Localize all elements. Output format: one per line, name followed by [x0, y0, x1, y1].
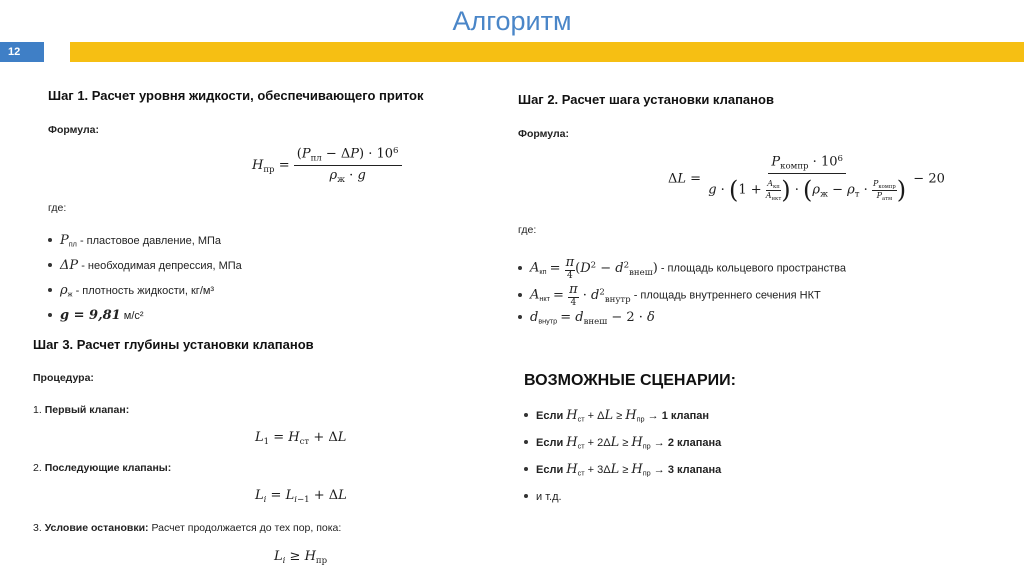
step3-procedure-label: Процедура: — [33, 372, 94, 384]
step2-formula-label: Формула: — [518, 128, 569, 140]
slide-number: 12 — [0, 42, 44, 62]
scenario-1: Если $H_{ст} + \Delta L \ge H_{пр} \to 1$ клапан — [524, 408, 709, 424]
step3-formula-1: $L_1 = H_{ст} + \Delta L$ — [255, 430, 347, 447]
slide-title: Алгоритм — [452, 6, 572, 36]
step1-formula-label: Формула: — [48, 124, 99, 136]
scenarios-heading: ВОЗМОЖНЫЕ СЦЕНАРИИ: — [524, 372, 737, 389]
step1-formula: $H_{пр}$ = $\frac{(P_{пл} - \Delta P) \cdot 10^6}{\rho_ж \cdot g}$ — [252, 146, 402, 185]
step2-formula: ΔL = $P_{компр} \cdot 10^6$ g · (1 + $\frac{A_{кп}}{A_{нкт}}$ ) · ($\rho_ж - \rho_т$ · $\frac{P_{компр}}{P_{атм}}$ ) − 20 — [668, 154, 945, 205]
scenario-3: Если $H_{ст} + 3\Delta L \ge H_{пр} \to 3$ клапана — [524, 462, 721, 478]
step3-item-1: 1. Первый клапан: — [33, 404, 130, 416]
step2-heading: Шаг 2. Расчет шага установки клапанов — [518, 92, 774, 107]
step2-where-label: где: — [518, 224, 537, 236]
step1-bullet-1: $P_{пл}$ - пластовое давление, МПа — [48, 233, 221, 249]
step2-bullet-2: $A_{нкт}$ = $\frac{\pi}{4}$ · $d^2_{внутр}$ - площадь внутреннего сечения НКТ — [518, 282, 821, 308]
accent-bar — [70, 42, 1024, 62]
scenario-etc: и т.д. — [524, 491, 562, 503]
step1-bullet-4: g = 9,81 м/с² — [48, 308, 144, 323]
step1-where-label: где: — [48, 202, 67, 214]
scenario-2: Если $H_{ст} + 2\Delta L \ge H_{пр} \to 2$ клапана — [524, 435, 721, 451]
step3-formula-3: $L_i \ge H_{пр}$ — [274, 549, 328, 566]
step3-formula-2: $L_i = L_{i-1} + \Delta L$ — [255, 488, 347, 505]
step3-heading: Шаг 3. Расчет глубины установки клапанов — [33, 337, 314, 352]
step3-item-3: 3. Условие остановки: Расчет продолжается до тех пор, пока: — [33, 522, 342, 534]
step3-item-2: 2. Последующие клапаны: — [33, 462, 172, 474]
step2-bullet-3: $d_{внутр} = d_{внеш} - 2 \cdot \delta$ — [518, 310, 655, 327]
step1-heading: Шаг 1. Расчет уровня жидкости, обеспечивающего приток — [48, 88, 424, 103]
step1-bullet-2: ΔP - необходимая депрессия, МПа — [48, 258, 242, 273]
step1-bullet-3: $\rho_ж$ - плотность жидкости, кг/м³ — [48, 283, 214, 299]
step2-bullet-1: $A_{кп}$ = $\frac{\pi}{4}$ $(D^2 - d^2_{внеш})$ - площадь кольцевого пространства — [518, 255, 846, 281]
